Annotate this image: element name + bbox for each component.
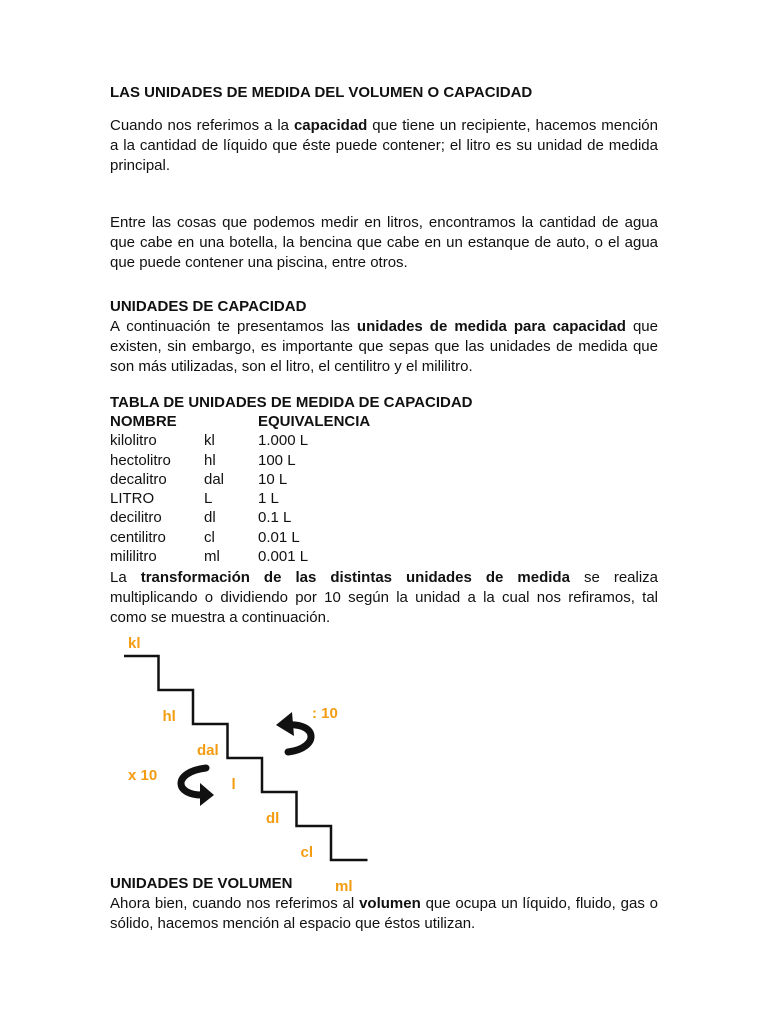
step-label-cl: cl <box>300 844 314 861</box>
unit-symbol-cell: dal <box>204 470 225 488</box>
unit-equivalence-cell: 1.000 L <box>258 432 309 450</box>
column-header-equivalence: EQUIVALENCIA <box>258 413 371 430</box>
step-label-ml: ml <box>335 878 353 895</box>
unit-equivalence-cell: 0.001 L <box>258 548 309 566</box>
divide-arrow-icon <box>276 712 311 752</box>
transformation-bold-term: transformación de las distintas unidades de medida <box>140 569 570 586</box>
capacity-text-start: A continuación te presentamos las <box>110 318 357 335</box>
transformation-text-end: se realiza multiplicando o dividiendo por 10 según la unidad a la cual nos refiramos, tal como se muestra a continuación. <box>110 569 659 626</box>
volume-heading: UNIDADES DE VOLUMEN <box>110 875 293 892</box>
table-row <box>110 489 658 508</box>
intro-text-start: Cuando nos referimos a la <box>110 117 294 134</box>
capacity-text-end: que existen, sin embargo, es importante que sepas que las unidades de medida que son más utilizadas, son el litro, el centilitro y el mililitro. <box>110 318 658 375</box>
table-row <box>110 451 658 470</box>
table-row <box>110 508 658 527</box>
table-row <box>110 547 658 566</box>
unit-equivalence-cell: 100 L <box>258 451 296 469</box>
unit-symbol-cell: dl <box>204 509 216 527</box>
unit-equivalence-cell: 10 L <box>258 470 288 488</box>
unit-equivalence-cell: 1 L <box>258 490 279 508</box>
volume-bold-term: volumen <box>359 895 421 912</box>
table-body <box>110 431 658 566</box>
step-label-dl: dl <box>266 810 280 827</box>
multiply-label: x 10 <box>128 767 158 784</box>
volume-text-end: que ocupa un líquido, fluido, gas o sólido, hacemos mención al espacio que éstos utilizan. <box>110 895 658 932</box>
unit-symbol-cell: cl <box>204 528 215 546</box>
intro-text-end: que tiene un recipiente, hacemos mención a la cantidad de líquido que éste puede contener; el litro es su unidad de medida principal. <box>110 117 658 174</box>
capacity-paragraph <box>110 317 658 377</box>
step-labels <box>128 635 353 895</box>
transformation-text-start: La <box>110 569 141 586</box>
divide-label: : 10 <box>312 705 338 722</box>
units-table <box>110 412 658 566</box>
unit-name-cell: decilitro <box>110 509 162 527</box>
unit-symbol-cell: hl <box>204 451 216 469</box>
unit-symbol-cell: L <box>204 490 213 508</box>
examples-paragraph: Entre las cosas que podemos medir en litros, encontramos la cantidad de agua que cabe en una botella, la bencina que cabe en un estanque de auto, o el agua que puede contener una piscina, entre otros. <box>110 214 658 271</box>
volume-paragraph <box>110 894 658 934</box>
unit-equivalence-cell: 0.01 L <box>258 528 300 546</box>
unit-name-cell: LITRO <box>110 490 155 508</box>
unit-name-cell: centilitro <box>110 528 166 546</box>
transformation-paragraph <box>110 568 658 628</box>
unit-name-cell: mililitro <box>110 548 157 566</box>
capacity-bold-term: unidades de medida para capacidad <box>356 318 626 335</box>
unit-symbol-cell: ml <box>204 548 220 566</box>
table-row <box>110 431 658 450</box>
multiply-arrow-icon <box>181 768 214 806</box>
capacity-heading: UNIDADES DE CAPACIDAD <box>110 298 307 315</box>
table-row <box>110 528 658 547</box>
unit-name-cell: kilolitro <box>110 432 157 450</box>
unit-name-cell: decalitro <box>110 470 167 488</box>
table-header-row <box>110 412 658 431</box>
document-title: LAS UNIDADES DE MEDIDA DEL VOLUMEN O CAPACIDAD <box>110 84 533 101</box>
intro-bold-term: capacidad <box>293 117 368 134</box>
table-heading: TABLA DE UNIDADES DE MEDIDA DE CAPACIDAD <box>110 394 473 411</box>
unit-equivalence-cell: 0.1 L <box>258 509 292 527</box>
unit-name-cell: hectolitro <box>110 451 171 469</box>
staircase-line <box>124 656 368 860</box>
step-label-l: l <box>231 776 236 793</box>
unit-symbol-cell: kl <box>204 432 215 450</box>
volume-text-start: Ahora bien, cuando nos referimos al <box>110 895 360 912</box>
step-label-kl: kl <box>128 635 141 652</box>
step-label-dal: dal <box>197 742 219 759</box>
step-label-hl: hl <box>162 708 176 725</box>
table-row <box>110 470 658 489</box>
intro-paragraph <box>110 116 658 176</box>
column-header-name: NOMBRE <box>110 413 177 430</box>
